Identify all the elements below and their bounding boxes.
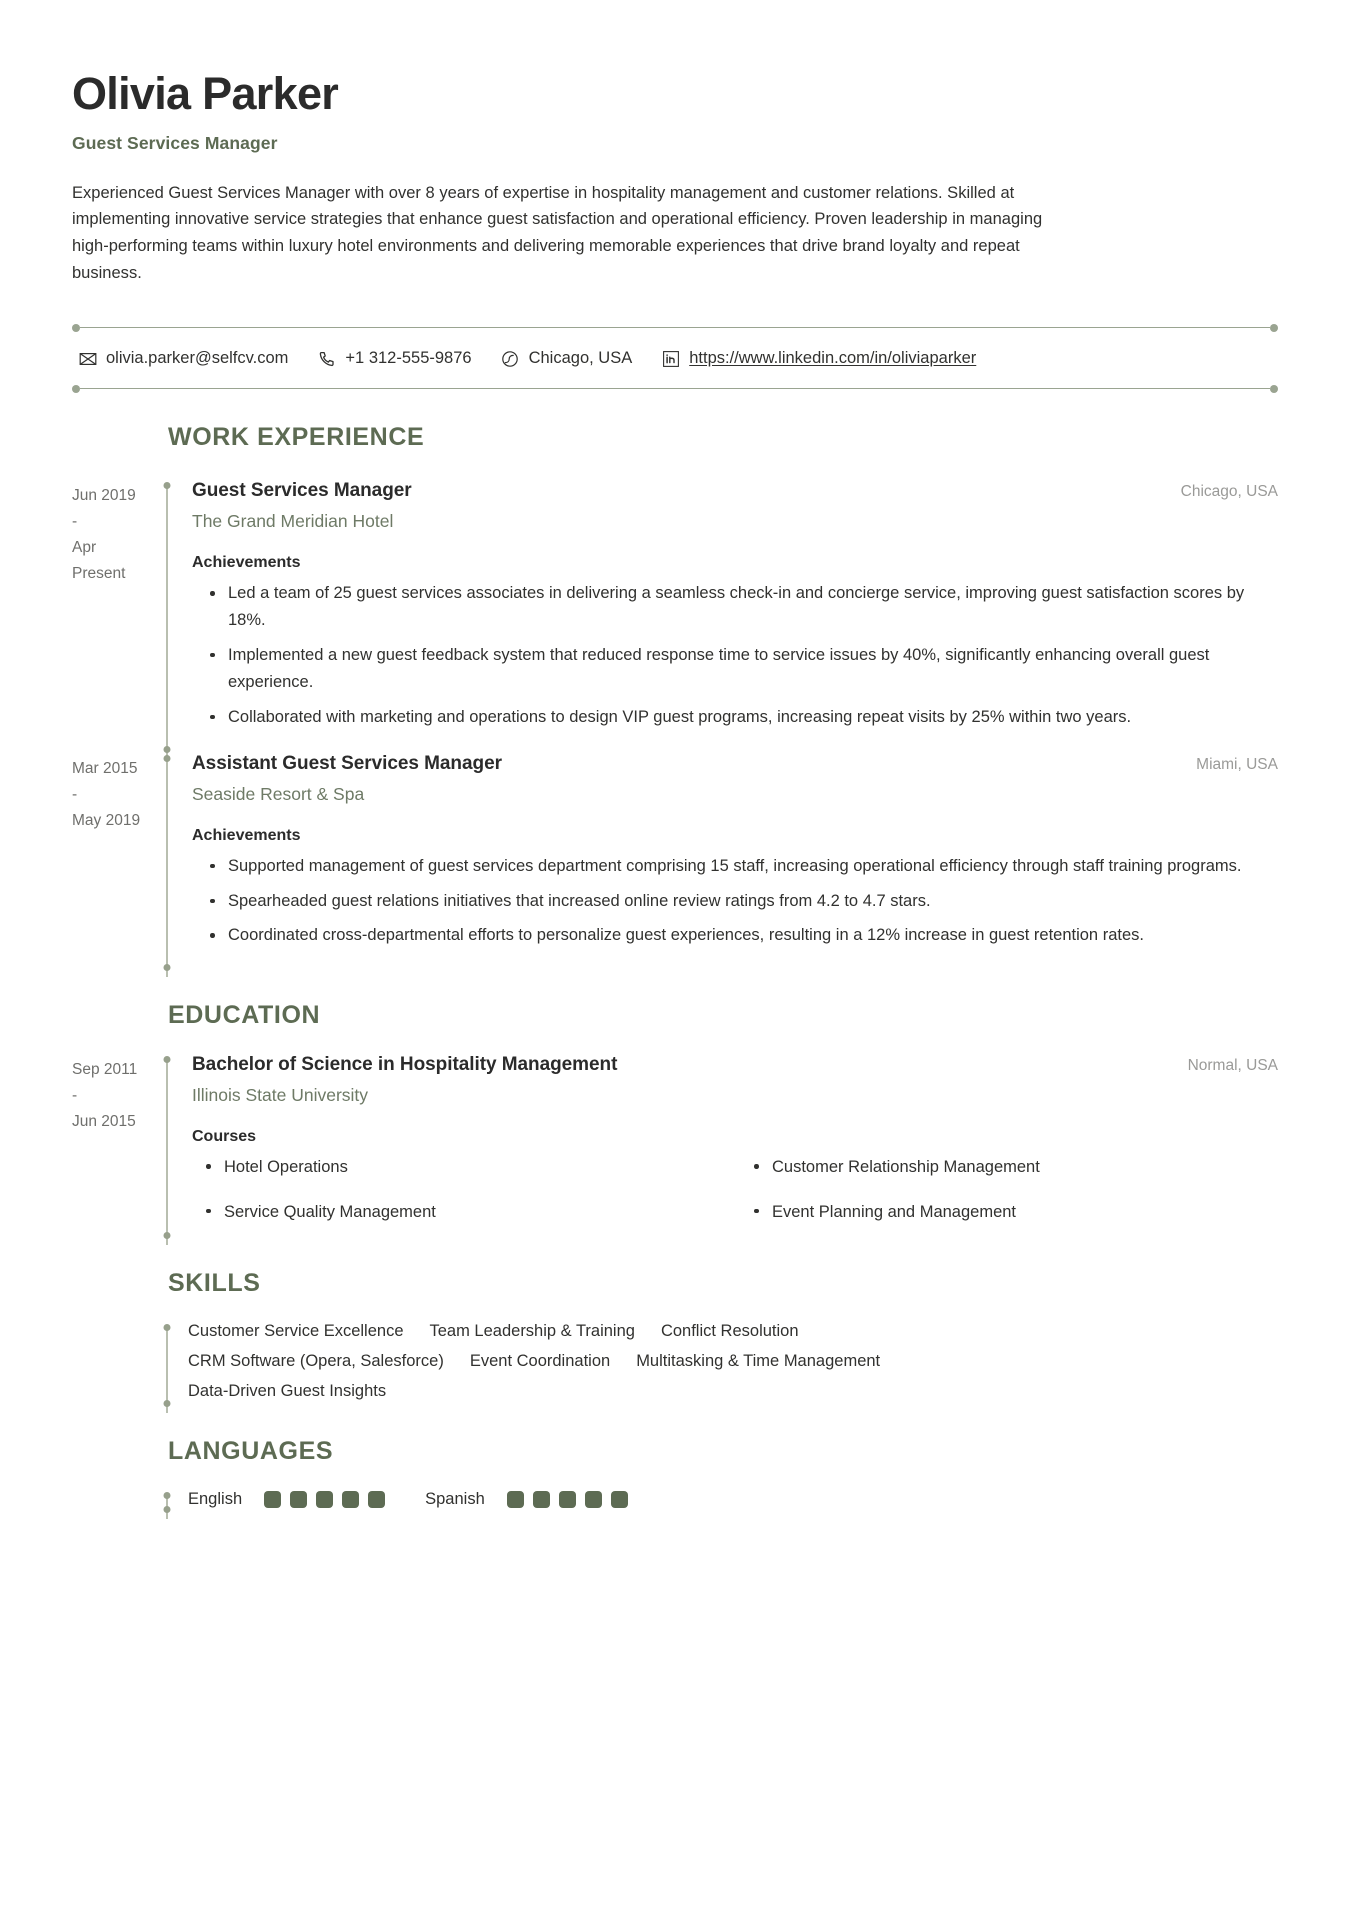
language-name: Spanish <box>425 1490 485 1509</box>
envelope-icon <box>78 349 97 368</box>
skill-item: CRM Software (Opera, Salesforce) <box>188 1352 444 1371</box>
language-item-spanish <box>425 1490 628 1509</box>
timeline-line <box>166 1496 168 1519</box>
section-title-education: EDUCATION <box>168 1001 321 1030</box>
language-level-square <box>316 1491 333 1508</box>
rule-dot-right <box>1270 385 1278 393</box>
list-item: Customer Relationship Management <box>740 1154 1278 1180</box>
rule-dot-left <box>72 324 80 332</box>
list-item: Spearheaded guest relations initiatives that increased online review ratings from 4.2 to 4.7 stars. <box>196 888 1278 915</box>
list-item: Collaborated with marketing and operations to design VIP guest programs, increasing repeat visits by 25% within two years. <box>196 704 1278 731</box>
contact-item-phone[interactable] <box>317 349 471 368</box>
list-item: Implemented a new guest feedback system that reduced response time to service issues by 40%, significantly enhancing overall guest experience. <box>196 642 1278 696</box>
list-item: Service Quality Management <box>192 1199 730 1225</box>
contact-items <box>72 332 1278 384</box>
skills-body <box>174 1322 1278 1407</box>
list-item: Event Planning and Management <box>740 1199 1278 1225</box>
education-entry-courses-label: Courses <box>192 1128 257 1146</box>
work-entry-dates <box>72 753 160 972</box>
skills-entry <box>72 1322 1278 1407</box>
work-entry-dates <box>72 480 160 752</box>
work-entry-head <box>192 480 1278 502</box>
page-title: Olivia Parker <box>72 68 339 119</box>
work-entry <box>72 753 1278 972</box>
work-entry-organization: The Grand Meridian Hotel <box>192 511 394 532</box>
date-line: Jun 2019 <box>72 487 136 505</box>
languages-body <box>174 1490 1278 1513</box>
timeline-dot <box>164 755 171 762</box>
date-line: Sep 2011 <box>72 1061 138 1079</box>
section-skills <box>72 1269 1278 1407</box>
skill-item: Team Leadership & Training <box>429 1322 635 1341</box>
work-entry-achievements <box>196 853 1278 950</box>
skills-row <box>188 1322 1278 1341</box>
language-level-spanish <box>507 1491 628 1508</box>
contact-item-location[interactable] <box>501 349 633 368</box>
skill-item: Event Coordination <box>469 1352 611 1371</box>
languages-entry <box>72 1490 1278 1513</box>
rule-dot-left <box>72 385 80 393</box>
skills-left-spacer <box>72 1322 160 1407</box>
timeline-line <box>166 1328 168 1413</box>
contact-email-text: olivia.parker@selfcv.com <box>106 349 289 368</box>
timeline-rail <box>160 753 174 972</box>
education-entry-head <box>192 1054 1278 1076</box>
education-entry-body <box>174 1054 1278 1239</box>
work-entry-body <box>174 480 1278 752</box>
phone-icon <box>317 349 336 368</box>
work-entry-role: Assistant Guest Services Manager <box>192 752 502 774</box>
section-education <box>72 1001 1278 1239</box>
list-item: Supported management of guest services department comprising 15 staff, increasing operational efficiency through staff training programs. <box>196 853 1278 880</box>
section-work-experience <box>72 423 1278 971</box>
timeline-line <box>166 759 168 978</box>
language-level-square <box>611 1491 628 1508</box>
work-entry-achievements-label: Achievements <box>192 554 301 572</box>
language-level-square <box>507 1491 524 1508</box>
date-line: May 2019 <box>72 811 141 829</box>
education-entry-dates <box>72 1054 160 1239</box>
work-entry-location: Miami, USA <box>1196 755 1278 773</box>
date-line: Jun 2015 <box>72 1113 136 1131</box>
section-title-work-experience: WORK EXPERIENCE <box>168 423 425 452</box>
contact-bar <box>72 323 1278 393</box>
education-entry-location: Normal, USA <box>1187 1057 1278 1075</box>
timeline-line <box>166 1060 168 1245</box>
location-pin-icon <box>501 349 520 368</box>
work-entry-achievements-label: Achievements <box>192 826 301 844</box>
timeline-line <box>166 486 168 758</box>
section-languages <box>72 1437 1278 1513</box>
skills-row <box>188 1382 1278 1401</box>
skill-item: Multitasking & Time Management <box>636 1352 881 1371</box>
timeline-rail <box>160 1322 174 1407</box>
work-entry-location: Chicago, USA <box>1180 483 1278 501</box>
language-item-english <box>188 1490 385 1509</box>
timeline-rail <box>160 480 174 752</box>
language-name: English <box>188 1490 243 1509</box>
skill-item: Conflict Resolution <box>660 1322 799 1341</box>
contact-item-email[interactable] <box>78 349 288 368</box>
date-line: Apr <box>72 539 97 557</box>
skills-rows <box>188 1322 1278 1401</box>
contact-phone-text: +1 312-555-9876 <box>345 349 472 368</box>
list-item: Coordinated cross-departmental efforts to personalize guest experiences, resulting in a 12% increase in guest retention rates. <box>196 922 1278 949</box>
timeline-dot <box>164 1324 171 1331</box>
contact-item-linkedin[interactable] <box>661 349 976 368</box>
education-entry <box>72 1054 1278 1239</box>
education-entry-degree: Bachelor of Science in Hospitality Management <box>192 1054 618 1076</box>
work-entry-achievements <box>196 580 1278 730</box>
language-level-square <box>368 1491 385 1508</box>
language-level-square <box>559 1491 576 1508</box>
timeline-dot <box>164 1492 171 1499</box>
language-level-square <box>533 1491 550 1508</box>
work-entry-head <box>192 753 1278 775</box>
section-title-languages: LANGUAGES <box>168 1437 334 1466</box>
section-title-skills: SKILLS <box>168 1269 261 1298</box>
work-entry-body <box>174 753 1278 972</box>
date-line: - <box>72 785 78 803</box>
language-level-english <box>264 1491 385 1508</box>
resume-header <box>72 70 1278 287</box>
contact-location-text: Chicago, USA <box>528 349 633 368</box>
skills-row <box>188 1352 1278 1371</box>
language-level-square <box>264 1491 281 1508</box>
linkedin-icon <box>661 349 680 368</box>
language-level-square <box>585 1491 602 1508</box>
timeline-dot <box>164 482 171 489</box>
date-line: - <box>72 513 78 531</box>
skill-item: Data-Driven Guest Insights <box>188 1382 387 1401</box>
timeline-rail <box>160 1054 174 1239</box>
date-line: Mar 2015 <box>72 759 138 777</box>
education-courses-grid <box>192 1154 1278 1225</box>
work-entry <box>72 480 1278 752</box>
rule-line <box>80 388 1270 390</box>
skill-item: Customer Service Excellence <box>188 1322 404 1341</box>
languages-left-spacer <box>72 1490 160 1513</box>
language-level-square <box>290 1491 307 1508</box>
contact-rule-top <box>72 323 1278 332</box>
work-entry-organization: Seaside Resort & Spa <box>192 783 365 804</box>
professional-summary: Experienced Guest Services Manager with over 8 years of expertise in hospitality management and customer relations. Skilled at implementing innovative service strategies that enhance guest satisfaction and operational efficiency. Proven leadership in managing high-performing teams within luxury hotel environments and delivering memorable experiences that drive brand loyalty and repeat business. <box>72 183 1043 283</box>
header-job-title: Guest Services Manager <box>72 132 278 153</box>
education-entry-institution: Illinois State University <box>192 1085 369 1106</box>
language-level-square <box>342 1491 359 1508</box>
list-item: Hotel Operations <box>192 1154 730 1180</box>
timeline-dot <box>164 1056 171 1063</box>
work-entry-role: Guest Services Manager <box>192 480 412 502</box>
date-line: - <box>72 1087 78 1105</box>
rule-line <box>80 327 1270 329</box>
rule-dot-right <box>1270 324 1278 332</box>
timeline-rail <box>160 1490 174 1513</box>
contact-linkedin-link[interactable]: https://www.linkedin.com/in/oliviaparker <box>689 349 977 368</box>
contact-rule-bottom <box>72 384 1278 393</box>
date-line: Present <box>72 565 126 583</box>
list-item: Led a team of 25 guest services associates in delivering a seamless check-in and concierge service, improving guest satisfaction scores by 18%. <box>196 580 1278 634</box>
